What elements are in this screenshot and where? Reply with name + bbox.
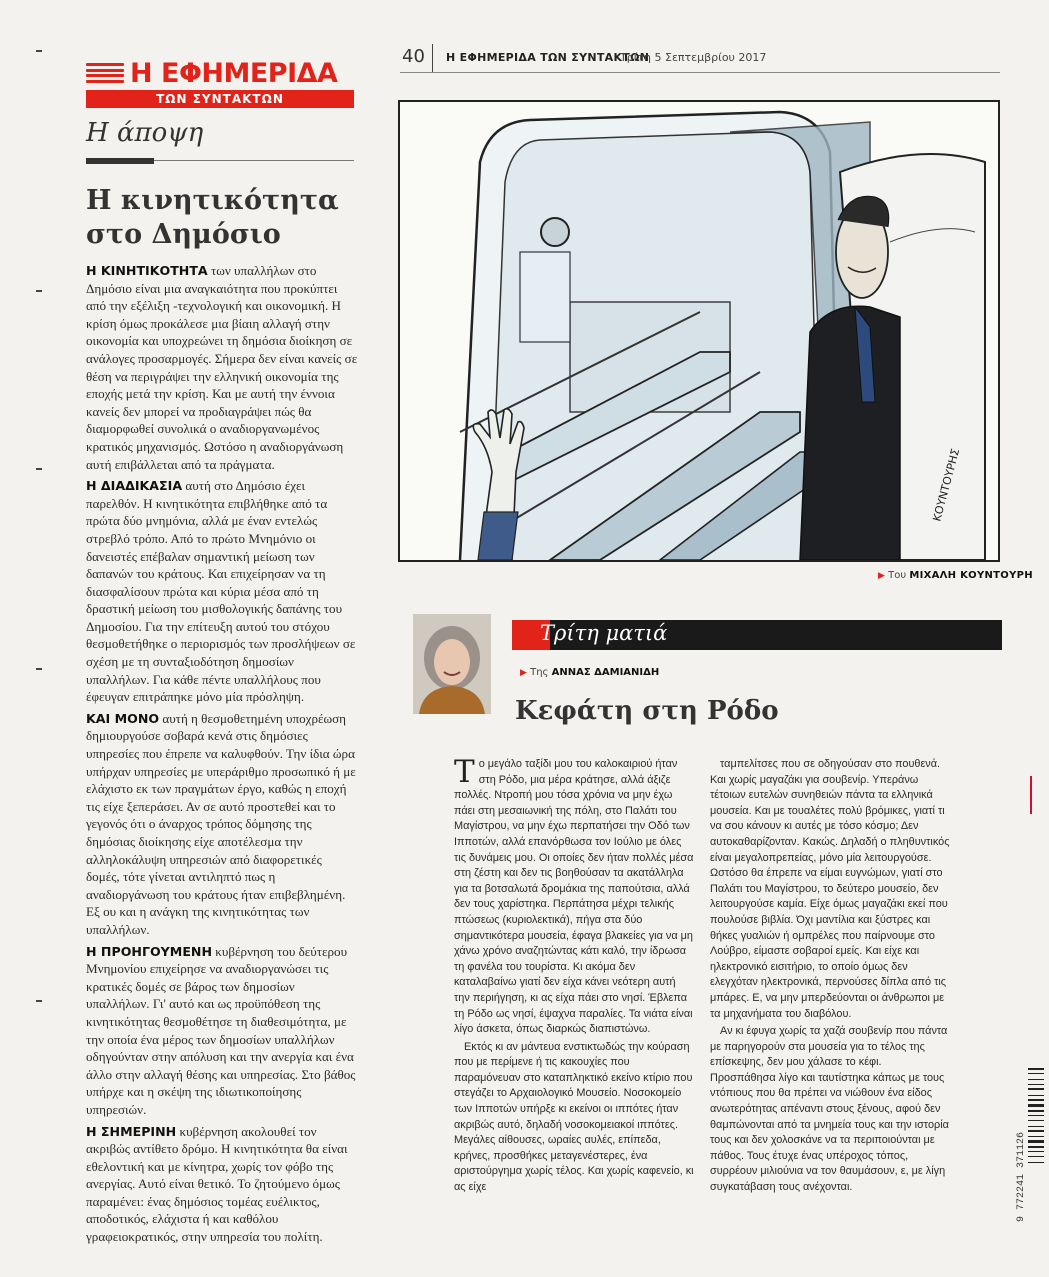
column-text-left <box>454 754 694 1198</box>
barcode-bar <box>1028 1088 1044 1090</box>
header-separator <box>432 44 433 72</box>
barcode-bar <box>1028 1084 1044 1085</box>
barcode-bar <box>1028 1068 1044 1070</box>
header-date: Τρίτη 5 Σεπτεμβρίου 2017 <box>620 51 767 64</box>
triangle-icon: ▶ <box>878 571 885 581</box>
author-photo <box>413 614 491 714</box>
barcode <box>1028 1068 1044 1218</box>
barcode-bar <box>1028 1130 1044 1132</box>
barcode-bar <box>1028 1115 1044 1116</box>
barcode-bar <box>1028 1120 1044 1121</box>
column-paragraph: Αν κι έφυγα χωρίς τα χαζά σουβενίρ που πάντα με παρηγορούν στα μουσεία για το τέλος της επίσκεψης, δεν μου χάλασε το κέφι. Προσπάθησα λίγο και ταυτίστηκα κάπως με τους ντόπιους που θα πρέπει να νιώθουν ένα είδος ανωτερότητας απέναντι στους ξένους, αφού δεν θαμπώνονται από τα μνημεία τους και την ιστορία τους και δεν χολοσκάνε να τα περιποιούνται με πάθος. Τους έτυχε ένας υπέροχος τόπος, συρρέουν μιλιούνια να τον θαυμάσουν, ε, με λίγη συγκατάβαση τους ανέχονται. <box>710 1025 949 1194</box>
cartoon-drawing <box>400 102 998 560</box>
paragraph-text: αυτή η θεσμοθετημένη υποχρέωση δημιουργούσε σοβαρά κενά στις δημόσιες υπηρεσίες που έπρεπε να καλυφθούν. Την ίδια ώρα υπήρχαν υπηρεσίες με υπεράριθμο προσωπικό ή με ελάχιστο εκ των πραγμάτων έργο, καθώς η εποχή τις είχε ξεπεράσει. Αν σε αυτό προστεθεί και το γεγονός ότι ο άναρχος τρόπος δόμησης της δημόσιας διοίκησης είχε αποτέλεσμα την αλληλοκάλυψη υπηρεσιών από διαφορετικές δομές, τότε γίνεται αντιληπτό πως η αναδιοργάνωση του κράτους ήταν επιβεβλημένη. Εξ ου και η ανάγκη της κινητικότητας των υπαλλήλων. <box>86 710 356 937</box>
edge-mark <box>36 468 42 470</box>
column-header-rest: ρίτη ματιά <box>554 621 668 645</box>
logo-subtitle: ΤΩΝ ΣΥΝΤΑΚΤΩΝ <box>86 90 354 108</box>
opinion-paragraph <box>86 477 358 706</box>
credit-prefix: Του <box>888 570 907 581</box>
barcode-bar <box>1028 1140 1044 1143</box>
column-text-right <box>710 757 950 1198</box>
logo-title: Η ΕΦΗΜΕΡΙΔΑ <box>130 57 338 89</box>
barcode-bar <box>1028 1099 1044 1101</box>
opinion-paragraph <box>86 943 358 1119</box>
paragraph-lead: Η ΣΗΜΕΡΙΝΗ <box>86 1123 177 1139</box>
barcode-bar <box>1028 1095 1044 1096</box>
column-header-first-letter: Τ <box>540 621 555 645</box>
opinion-body <box>86 262 358 1250</box>
credit-name: ΜΙΧΑΛΗ ΚΟΥΝΤΟΥΡΗ <box>909 570 1033 581</box>
barcode-bar <box>1028 1151 1044 1152</box>
paragraph-text: αυτή στο Δημόσιο έχει παρελθόν. Η κινητικότητα επιβλήθηκε από τα πρώτα δύο μνημόνια, αλλά με έναν εντελώς στρεβλό τρόπο. Από το πρώτο Μνημόνιο οι δανειστές επέβαλαν σημαντική μείωση των δαπανών του κράτους. Και επιχείρησαν να τη διασφαλίσουν πρώτα και κύρια μέσα από τη δραστική μείωση του μισθολογικής δαπάνης του Δημοσίου. Για την επίτευξη αυτού του στόχου θεσμοθετήθηκε ο περιορισμός των προσλήψεων σε σχέση με τη συνταξιοδότηση δημοσίων υπαλλήλων. Για κάθε πέντε υπαλλήλους που έφευγαν επιτράπηκε μόνο μία πρόσληψη. <box>86 478 356 705</box>
page-number: 40 <box>402 46 425 67</box>
paragraph-lead: Η ΠΡΟΗΓΟΥΜΕΝΗ <box>86 943 213 959</box>
column-title: Κεφάτη στη Ρόδο <box>515 696 779 726</box>
column-paragraph: ταμπελίτσες που σε οδηγούσαν στο πουθενά. Και χωρίς μαγαζάκι για σουβενίρ. Υπεράνω τέτοιων ευτελών συνηθειών πάντα τα ελληνικά μουσεία. Και με τουαλέτες πολύ βρόμικες, γιατί τι να σου κάνουν κι αυτές με τόσο κόσμο; Δεν αυτοκαθαρίζονταν. Κακώς. Δηλαδή ο πληθυντικός είναι μεγαλοπρεπείας, μόνο μία λειτουργούσε. Ωστόσο θα έπρεπε να είμαι ευγνώμων, γιατί στο Παλάτι του Μαγίστρου, το δεύτερο μουσείο, δεν λειτουργούσε καμία. Είχε όμως μαγαζάκι εκεί που πουλούσε βιβλία. Όχι μαντίλια και ξύστρες και θήκες γυαλιών ή ομπρέλες που παίρνουμε στο Λούβρο, είμαστε σοβαροί εμείς. Και είχε και ηλεκτρονικό εισιτήριο, το οποίο όμως δεν ελεγχόταν ηλεκτρονικά, περνούσες δίπλα από τις μπάρες. Ε, να μην μπερδεύονται οι άνθρωποι με τα μηχανήματα του διαβόλου. <box>710 758 950 1020</box>
section-rule <box>86 158 154 164</box>
barcode-bar <box>1028 1073 1044 1074</box>
barcode-bar <box>1028 1162 1044 1163</box>
paragraph-text: των υπαλλήλων στο Δημόσιο είναι μια αναγκαιότητα που προκύπτει από την εξέλιξη -τεχνολογική και οικονομική. Η κρίση όμως προκάλεσε μια βίαιη αλλαγή στην οικονομία και υποχρεώνει τη δημόσια διοίκηση σε ανάλογες προσαρμογές. Σήμερα δεν είναι κανείς σε θέση να περιγράψει την ελληνική οικονομία της εποχής μετά την κρίση. Και με αυτή την έννοια κανείς δεν μπορεί να προδιαγράψει πώς θα διαμορφωθεί συνολικά ο αναδιοργανωμένος κρατικός μηχανισμός. Ωστόσο η αναδιοργάνωση αυτή επιβάλλεται από τα πράγματα. <box>86 263 358 472</box>
editorial-cartoon <box>398 100 1000 562</box>
barcode-bar <box>1028 1146 1044 1148</box>
barcode-bar <box>1028 1126 1044 1127</box>
opinion-paragraph <box>86 262 358 473</box>
column-paragraph: Εκτός κι αν μάντευα ενστικτωδώς την κούραση που με περίμενε ή τις κακουχίες που παραμόνευαν στο καταπληκτικό εκείνο κτίριο που στεγάζει το Αρχαιολογικό Μουσείο. Νοσοκομείο των Ιπποτών υπήρξε κι εκείνοι οι ιππότες ήταν ακριβώς αυτό, δηλαδή νοσοκομειακοί ιππότες. Μεγάλες αίθουσες, ωραίες αυλές, επίπεδα, κρήνες, προσθήκες μεταγενέστερες, ένα αριστούργημα χωρίς τέλος. Και χωρίς καφενείο, κι ας είχε <box>454 1040 694 1194</box>
cartoon-credit <box>878 570 1033 581</box>
barcode-bar <box>1028 1104 1044 1107</box>
triangle-icon: ▶ <box>520 668 527 678</box>
barcode-bar <box>1028 1156 1044 1157</box>
section-title: Η άποψη <box>86 118 204 148</box>
column-paragraph <box>454 754 694 1038</box>
barcode-bar <box>1028 1079 1044 1080</box>
paragraph-lead: Η ΔΙΑΔΙΚΑΣΙΑ <box>86 478 183 494</box>
edge-mark <box>36 50 42 52</box>
opinion-paragraph <box>86 1123 358 1246</box>
newspaper-logo <box>86 58 354 108</box>
byline-name: ΑΝΝΑΣ ΔΑΜΙΑΝΙΔΗ <box>551 667 660 678</box>
dropcap: Τ <box>454 754 475 790</box>
column-header <box>512 620 1002 650</box>
svg-text:ΚΟΥΝΤΟΥΡΗΣ: ΚΟΥΝΤΟΥΡΗΣ <box>930 447 963 523</box>
opinion-title-line1: Η κινητικότητα <box>86 185 339 216</box>
margin-mark <box>1030 776 1032 814</box>
edge-mark <box>36 668 42 670</box>
paragraph-lead: Η ΚΙΝΗΤΙΚΟΤΗΤΑ <box>86 263 208 278</box>
paragraph-text: κυβέρνηση ακολουθεί τον ακριβώς αντίθετο δρόμο. Η κινητικότητα θα είναι εθελοντική και με κίνητρα, χωρίς τον φόβο της ανεργίας. Αυτό είναι θετικό. Το ζητούμενο όμως παραμένει: ένας δημόσιος τομέας ευέλικτος, αποδοτικός, ελάχιστα ή και καθόλου γραφειοκρατικός, στην υπηρεσία του πολίτη. <box>86 1123 348 1245</box>
barcode-bar <box>1028 1136 1044 1137</box>
opinion-title <box>86 184 356 252</box>
barcode-number: 9 772241 371126 <box>1016 1131 1027 1222</box>
column-paragraph-text: ο μεγάλο ταξίδι μου του καλοκαιριού ήταν στη Ρόδο, μια μέρα κράτησε, αλλά άξιζε πολλές. Ντροπή μου τόσα χρόνια να μην έχω πάει στη μεσαιωνική της πόλη, στο Παλάτι του Μαγίστρου, να μην έχω περπατήσει την Οδό των Ιπποτών, αλλά επανόρθωσα τον Ιούλιο με όλες τις δυνάμεις μου. Οι οποίες δεν ήταν πολλές μέσα στη ζέστη και δεν τις βοηθούσαν τα ακατάλληλα για τα βοτσαλωτά δρομάκια της παπούτσια, αλλά δεν τους χαρίστηκα. Περπάτησα μέχρι τελικής πτώσεως (κυριολεκτικά), πήγα στα δύο σημαντικότερα μουσεία, έφαγα βλακείες για να μη χάνω χρόνο αναζητώντας κάτι καλό, την ίδρωσα τη φανέλα του τουρίστα. Κι ακόμα δεν καταλαβαίνω γιατί δεν είχα κάνει νεότερη αυτή την περιήγηση, κι ας είχα πάει στο νησί. Έβλεπα τη Ρόδο ως νησί, έψαχνα παραλίες. Τα νιάτα είναι λίγο άσκετα, όπως διαρκώς διαπιστώνω. <box>454 758 694 1036</box>
header-rule <box>400 72 1000 73</box>
paragraph-text: κυβέρνηση του δεύτερου Μνημονίου επιχείρησε να αναδιοργανώσει τις κρατικές δομές σε βάρος των δημοσίων υπαλλήλων. Γι' αυτό και ως προϋπόθεση της κινητικότητας θεσμοθέτησε τη διαθεσιμότητα, με την οποία ένα μέρος των δημοσίων υπαλλήλων οδηγούνταν στην απόλυση και την ανεργία και ένα άλλο στην αλλαγή θέσης και υπηρεσίας. Στο βάθος υπήρχε και η σκέψη της ιδιωτικοποίησης υπηρεσιών. <box>86 943 356 1117</box>
author-portrait <box>413 614 491 714</box>
header-paper-name: Η ΕΦΗΜΕΡΙΔΑ ΤΩΝ ΣΥΝΤΑΚΤΩΝ <box>446 51 650 64</box>
opinion-paragraph <box>86 710 358 939</box>
opinion-title-line2: στο Δημόσιο <box>86 219 281 250</box>
section-rule-thin <box>154 160 354 161</box>
byline-prefix: Της <box>530 667 549 678</box>
edge-mark <box>36 1000 42 1002</box>
logo-stripes-icon <box>86 63 124 83</box>
barcode-bar <box>1028 1110 1044 1112</box>
paragraph-lead: ΚΑΙ ΜΟΝΟ <box>86 710 160 726</box>
column-byline <box>520 667 659 678</box>
edge-mark <box>36 290 42 292</box>
column-header-text <box>540 621 667 645</box>
